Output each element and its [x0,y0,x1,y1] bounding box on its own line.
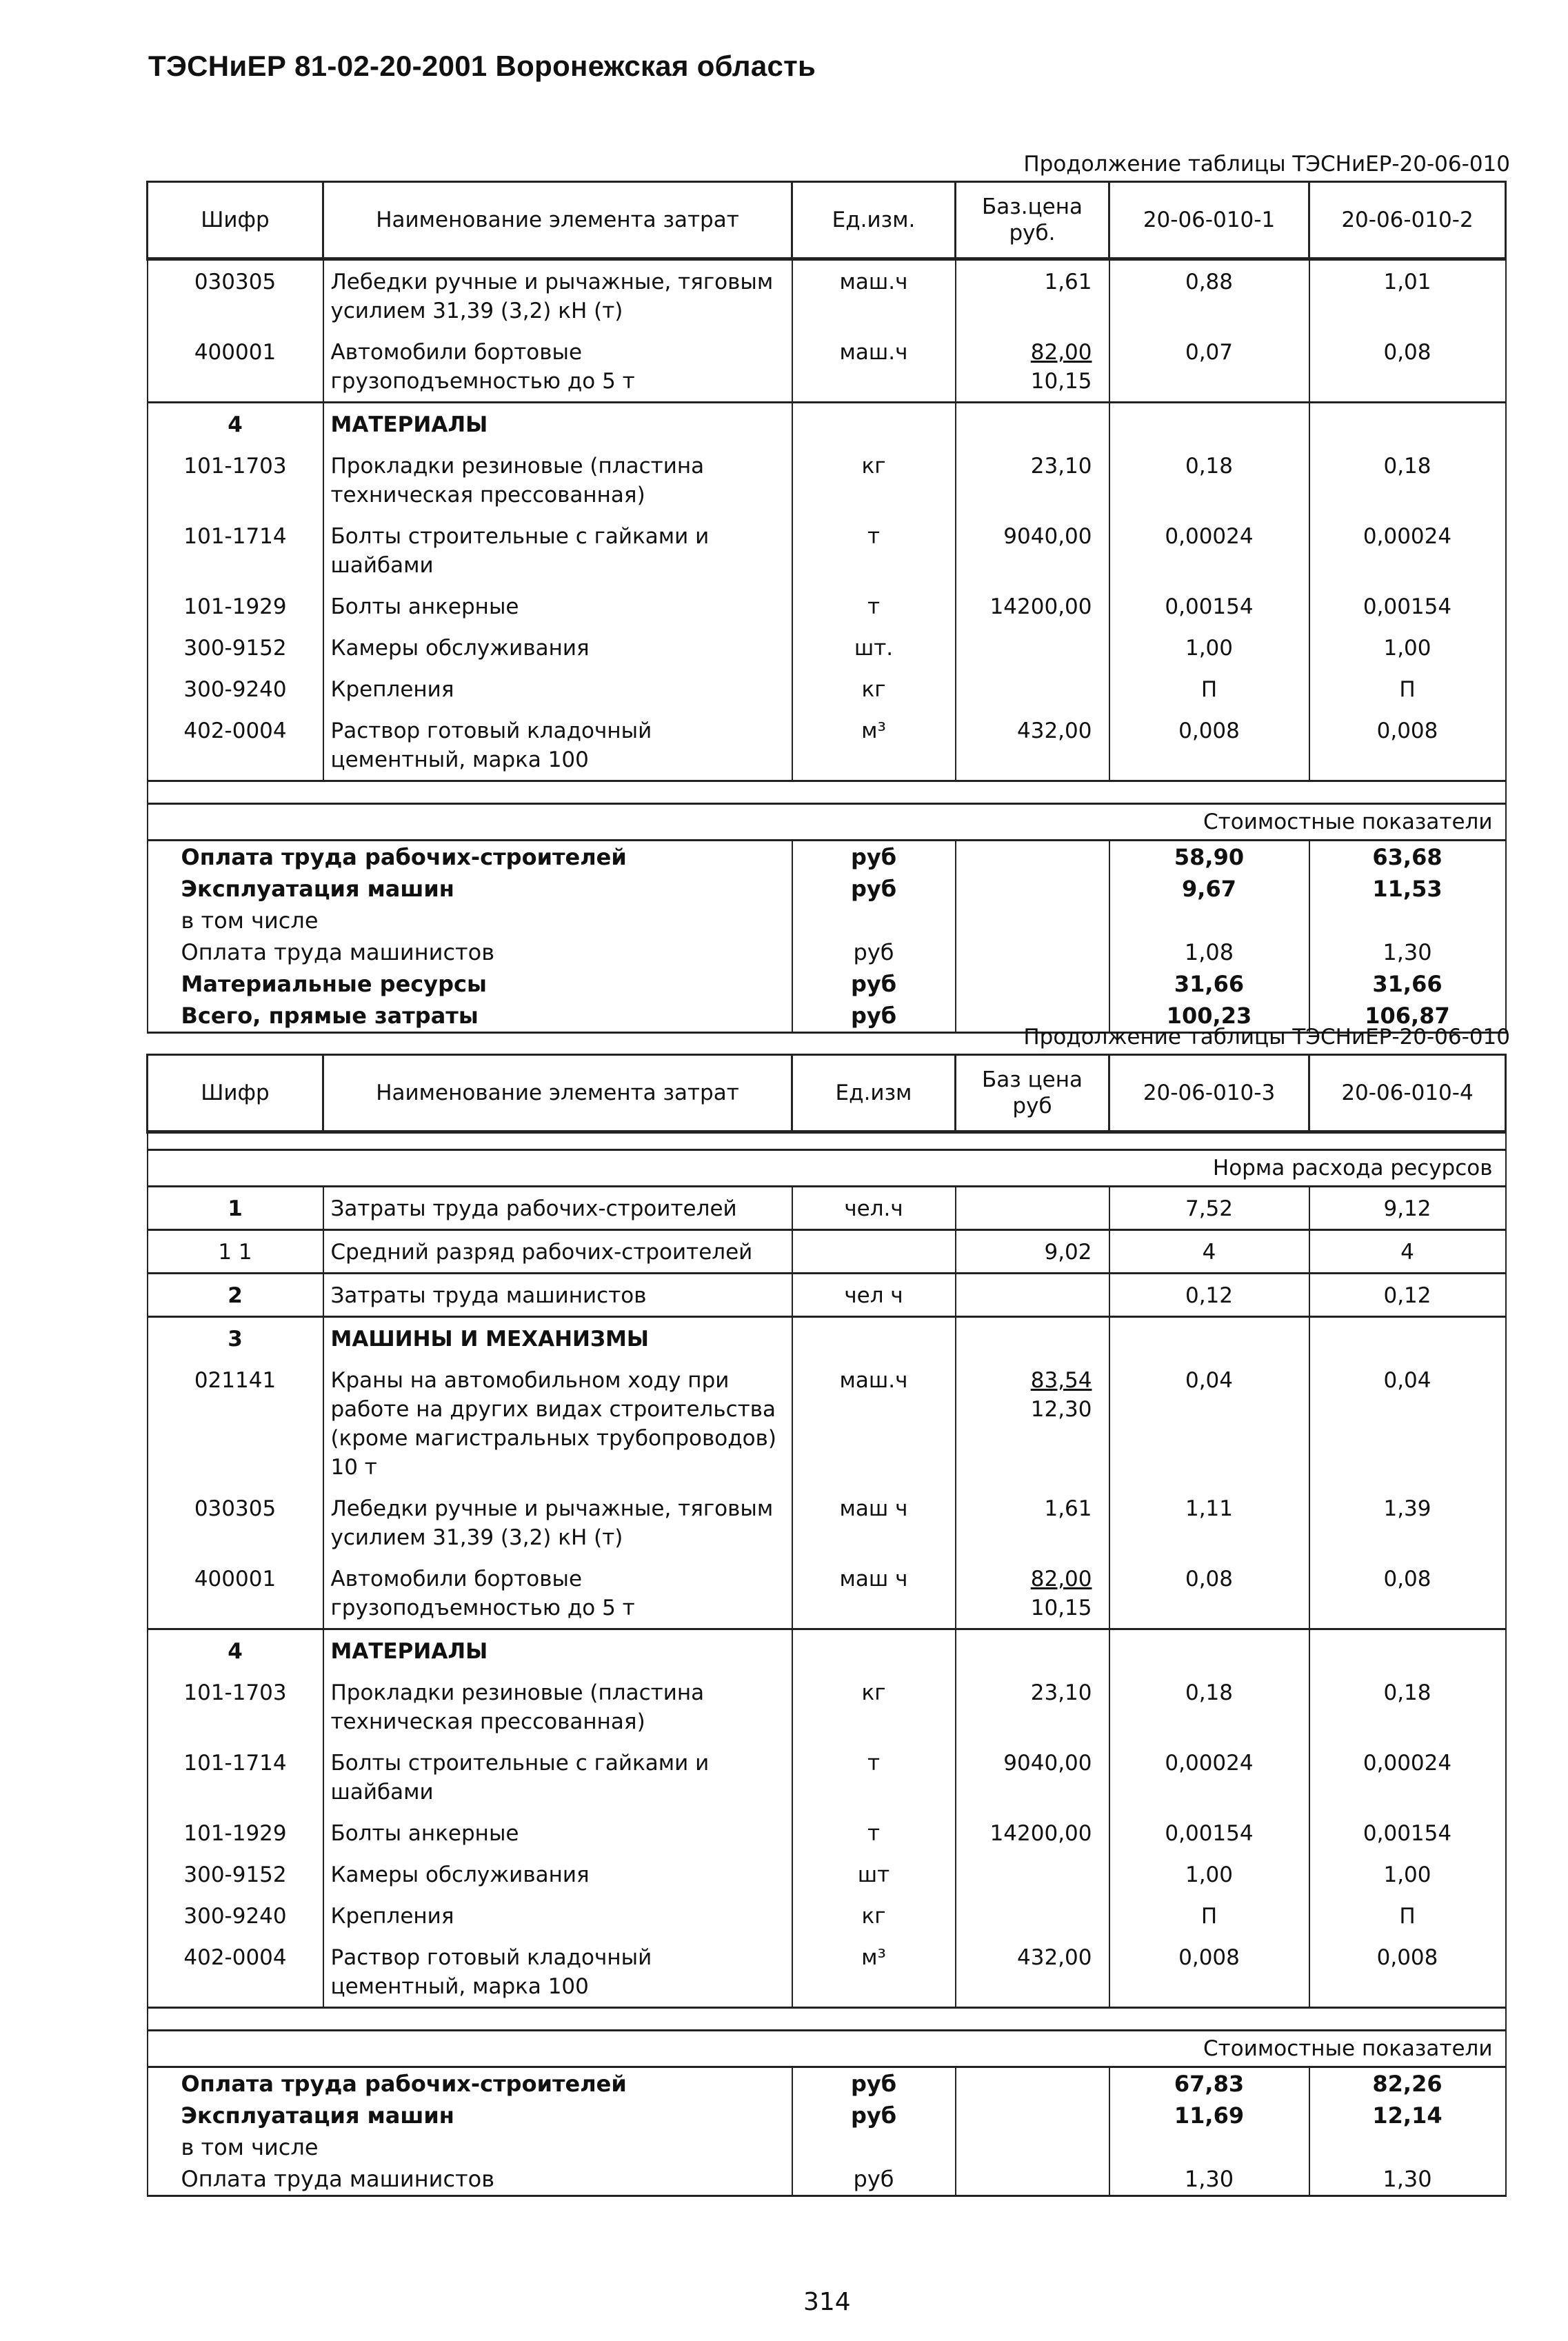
item-value-b: 4 [1309,1230,1506,1274]
item-code: 400001 [148,331,323,403]
item-value-b: 0,00024 [1309,515,1506,585]
cost-value-a: 31,66 [1109,968,1309,1000]
item-value-a: 0,00154 [1109,1812,1309,1853]
empty-cell [956,2100,1109,2131]
item-code: 030305 [148,1487,323,1558]
cost-value-b: 82,26 [1309,2067,1506,2100]
empty-cell [956,1317,1109,1360]
item-value-b: 0,00154 [1309,1812,1506,1853]
empty-cell [956,873,1109,905]
cost-value-b: 12,14 [1309,2100,1506,2131]
item-code: 402-0004 [148,1936,323,2008]
item-unit: маш.ч [792,259,956,332]
item-price-labor: 10,15 [1030,369,1092,394]
item-value-a: 7,52 [1109,1187,1309,1230]
item-unit: т [792,515,956,585]
item-name: Болты анкерные [323,585,792,627]
item-value-a: 0,00154 [1109,585,1309,627]
item-unit: маш ч [792,1558,956,1629]
cost-value-a: 1,08 [1109,936,1309,968]
col-price-header: Баз цена руб [956,1055,1109,1132]
section-row [148,403,1506,445]
table-row [148,1742,1506,1812]
section-row [148,1629,1506,1672]
col-price-header: Баз.цена руб. [956,182,1109,259]
cost-row [148,841,1506,874]
table-row [148,1487,1506,1558]
cost-unit: руб [792,841,956,874]
item-value-a: 0,00024 [1109,515,1309,585]
item-price: 1,61 [956,259,1109,332]
item-name: Болты строительные с гайками и шайбами [323,515,792,585]
section-title: МАШИНЫ И МЕХАНИЗМЫ [323,1317,792,1360]
section-title: МАТЕРИАЛЫ [323,1629,792,1672]
item-price: 9,02 [956,1230,1109,1274]
item-value-a: 0,88 [1109,259,1309,332]
item-unit: кг [792,445,956,515]
item-name: Раствор готовый кладочный цементный, марка 100 [323,1936,792,2008]
item-name: Прокладки резиновые (пластина техническая прессованная) [323,1671,792,1742]
item-price: 23,10 [956,1671,1109,1742]
item-value-b: 0,18 [1309,1671,1506,1742]
col-b-header: 20-06-010-2 [1309,182,1506,259]
item-value-b: 1,01 [1309,259,1506,332]
item-price: 432,00 [956,710,1109,781]
item-unit: кг [792,1671,956,1742]
section-title: МАТЕРИАЛЫ [323,403,792,445]
item-value-a: П [1109,1895,1309,1936]
cost-value-b [1309,2131,1506,2163]
col-name-header: Наименование элемента затрат [323,1055,792,1132]
item-code: 1 1 [148,1230,323,1274]
table-row [148,585,1506,627]
item-value-a: П [1109,668,1309,710]
item-unit: маш.ч [792,331,956,403]
empty-cell [956,2163,1109,2196]
item-value-b: 0,008 [1309,1936,1506,2008]
item-name: Затраты труда машинистов [323,1274,792,1317]
cost-name: Эксплуатация машин [148,2100,792,2131]
item-value-b: П [1309,1895,1506,1936]
cost-unit: руб [792,1000,956,1033]
item-value-a: 1,11 [1109,1487,1309,1558]
table-row [148,259,1506,332]
item-code: 101-1714 [148,515,323,585]
empty-cell [956,905,1109,936]
band-label: Стоимостные показатели [148,804,1506,841]
item-name: Камеры обслуживания [323,1853,792,1895]
cost-value-b [1309,905,1506,936]
item-value-a: 0,04 [1109,1359,1309,1487]
table2-body [148,1055,1506,2196]
cost-row [148,905,1506,936]
item-name: Прокладки резиновые (пластина техническая прессованная) [323,445,792,515]
cost-name: в том числе [148,905,792,936]
band-spacer [148,2008,1506,2031]
item-code: 101-1929 [148,585,323,627]
item-price-value: 82,00 [1030,1567,1092,1591]
cost-name: Материальные ресурсы [148,968,792,1000]
item-price-labor: 12,30 [1030,1397,1092,1422]
table1-continuation: Продолжение таблицы ТЭСНиЕР-20-06-010 [1023,152,1510,177]
table-row [148,1359,1506,1487]
item-name: Краны на автомобильном ходу при работе на других видах строительства (кроме магистральных трубопроводов) 10 т [323,1359,792,1487]
cost-value-b: 11,53 [1309,873,1506,905]
item-price [956,668,1109,710]
cost-name: Оплата труда рабочих-строителей [148,841,792,874]
band-label-row [148,804,1506,841]
cost-name: Оплата труда машинистов [148,2163,792,2196]
item-price [956,1187,1109,1230]
cost-unit: руб [792,936,956,968]
item-unit: маш.ч [792,1359,956,1487]
empty-cell [956,2131,1109,2163]
empty-cell [792,1629,956,1672]
item-price [956,1853,1109,1895]
table2 [146,1054,1507,2197]
band-label: Норма расхода ресурсов [148,1150,1506,1187]
col-unit-header: Ед.изм [792,1055,956,1132]
empty-cell [1309,403,1506,445]
item-code: 2 [148,1274,323,1317]
item-name: Крепления [323,668,792,710]
empty-cell [1109,1629,1309,1672]
cost-value-b: 63,68 [1309,841,1506,874]
item-unit [792,1230,956,1274]
item-value-b: 0,12 [1309,1274,1506,1317]
item-code: 101-1714 [148,1742,323,1812]
cost-value-b: 31,66 [1309,968,1506,1000]
cost-unit: руб [792,2100,956,2131]
item-value-a: 0,00024 [1109,1742,1309,1812]
col-unit-header: Ед.изм. [792,182,956,259]
table1-body [148,182,1506,1033]
page-number: 314 [803,2288,851,2316]
item-value-b: 9,12 [1309,1187,1506,1230]
item-value-b: 0,08 [1309,331,1506,403]
cost-value-a: 9,67 [1109,873,1309,905]
item-name: Болты строительные с гайками и шайбами [323,1742,792,1812]
item-unit: т [792,585,956,627]
item-name: Лебедки ручные и рычажные, тяговым усилием 31,39 (3,2) кН (т) [323,1487,792,1558]
band-label: Стоимостные показатели [148,2031,1506,2067]
item-code: 300-9240 [148,1895,323,1936]
table1-header-row [148,182,1506,259]
table-row [148,331,1506,403]
item-unit: маш ч [792,1487,956,1558]
col-code-header: Шифр [148,182,323,259]
table2-continuation: Продолжение таблицы ТЭСНиЕР-20-06-010 [1023,1025,1510,1049]
band-spacer-cell [148,2008,1506,2031]
item-name: Затраты труда рабочих-строителей [323,1187,792,1230]
cost-name: Оплата труда машинистов [148,936,792,968]
cost-value-a: 1,30 [1109,2163,1309,2196]
table-row [148,1230,1506,1274]
item-unit: кг [792,668,956,710]
item-code: 101-1703 [148,1671,323,1742]
cost-row [148,2131,1506,2163]
band-spacer [148,1132,1506,1150]
empty-cell [956,2067,1109,2100]
empty-cell [792,1317,956,1360]
cost-row [148,873,1506,905]
cost-name: в том числе [148,2131,792,2163]
item-price [956,1895,1109,1936]
cost-name: Оплата труда рабочих-строителей [148,2067,792,2100]
cost-unit [792,2131,956,2163]
item-value-b: 0,18 [1309,445,1506,515]
item-price-value: 83,54 [1030,1368,1092,1393]
item-code: 300-9152 [148,1853,323,1895]
cost-value-b: 106,87 [1309,1000,1506,1033]
cost-unit: руб [792,2163,956,2196]
item-price [956,1558,1109,1629]
item-unit: чел.ч [792,1187,956,1230]
item-unit: м³ [792,710,956,781]
item-value-b: 0,08 [1309,1558,1506,1629]
cost-value-b: 1,30 [1309,2163,1506,2196]
cost-row [148,2067,1506,2100]
item-price [956,1274,1109,1317]
cost-value-a [1109,905,1309,936]
page-header: ТЭСНиЕР 81-02-20-2001 Воронежская область [148,50,816,82]
empty-cell [956,841,1109,874]
table-row [148,668,1506,710]
item-name: Раствор готовый кладочный цементный, марка 100 [323,710,792,781]
item-unit: кг [792,1895,956,1936]
empty-cell [956,968,1109,1000]
item-value-a: 0,18 [1109,445,1309,515]
table-row [148,1274,1506,1317]
item-value-a: 4 [1109,1230,1309,1274]
cost-row [148,2163,1506,2196]
cost-value-a: 100,23 [1109,1000,1309,1033]
section-row [148,1317,1506,1360]
table-row [148,1812,1506,1853]
table2-header-row [148,1055,1506,1132]
empty-cell [1109,1317,1309,1360]
item-value-b: П [1309,668,1506,710]
table-row [148,710,1506,781]
item-value-a: 0,08 [1109,1558,1309,1629]
item-price: 9040,00 [956,1742,1109,1812]
item-value-b: 0,008 [1309,710,1506,781]
item-name: Автомобили бортовые грузоподъемностью до 5 т [323,1558,792,1629]
empty-cell [792,403,956,445]
item-name: Камеры обслуживания [323,627,792,668]
band-spacer-cell [148,781,1506,804]
table-row [148,1187,1506,1230]
band-spacer [148,781,1506,804]
item-unit: чел ч [792,1274,956,1317]
item-price [956,627,1109,668]
cost-unit: руб [792,873,956,905]
band-label-row [148,2031,1506,2067]
empty-cell [1309,1317,1506,1360]
cost-name: Эксплуатация машин [148,873,792,905]
item-value-b: 1,39 [1309,1487,1506,1558]
section-code: 3 [148,1317,323,1360]
item-value-b: 1,00 [1309,1853,1506,1895]
item-code: 030305 [148,259,323,332]
empty-cell [956,936,1109,968]
item-price-value: 82,00 [1030,340,1092,365]
item-value-b: 0,00024 [1309,1742,1506,1812]
empty-cell [956,403,1109,445]
cost-name: Всего, прямые затраты [148,1000,792,1033]
item-unit: т [792,1812,956,1853]
item-code: 300-9240 [148,668,323,710]
item-unit: шт. [792,627,956,668]
section-code: 4 [148,403,323,445]
item-price-labor: 10,15 [1030,1596,1092,1620]
item-code: 101-1703 [148,445,323,515]
col-name-header: Наименование элемента затрат [323,182,792,259]
band-spacer-cell [148,1132,1506,1150]
cost-value-a: 11,69 [1109,2100,1309,2131]
item-code: 1 [148,1187,323,1230]
item-name: Лебедки ручные и рычажные, тяговым усилием 31,39 (3,2) кН (т) [323,259,792,332]
item-price: 14200,00 [956,585,1109,627]
item-value-a: 0,12 [1109,1274,1309,1317]
empty-cell [956,1629,1109,1672]
cost-value-a [1109,2131,1309,2163]
item-code: 402-0004 [148,710,323,781]
item-code: 021141 [148,1359,323,1487]
item-value-a: 0,008 [1109,710,1309,781]
item-value-b: 0,04 [1309,1359,1506,1487]
table-row [148,1895,1506,1936]
table-row [148,445,1506,515]
item-price: 14200,00 [956,1812,1109,1853]
item-code: 400001 [148,1558,323,1629]
item-name: Крепления [323,1895,792,1936]
item-name: Болты анкерные [323,1812,792,1853]
item-code: 300-9152 [148,627,323,668]
table-row [148,1558,1506,1629]
table-row [148,627,1506,668]
cost-row [148,968,1506,1000]
section-code: 4 [148,1629,323,1672]
band-label-row [148,1150,1506,1187]
table1 [146,181,1507,1034]
item-unit: м³ [792,1936,956,2008]
col-b-header: 20-06-010-4 [1309,1055,1506,1132]
item-price [956,1359,1109,1487]
table-row [148,1936,1506,2008]
item-name: Автомобили бортовые грузоподъемностью до 5 т [323,331,792,403]
table-row [148,515,1506,585]
item-value-b: 0,00154 [1309,585,1506,627]
col-code-header: Шифр [148,1055,323,1132]
item-price: 432,00 [956,1936,1109,2008]
item-price: 1,61 [956,1487,1109,1558]
item-unit: т [792,1742,956,1812]
cost-value-a: 67,83 [1109,2067,1309,2100]
empty-cell [1309,1629,1506,1672]
item-value-a: 1,00 [1109,627,1309,668]
col-a-header: 20-06-010-3 [1109,1055,1309,1132]
item-value-a: 0,18 [1109,1671,1309,1742]
item-unit: шт [792,1853,956,1895]
cost-value-a: 58,90 [1109,841,1309,874]
table-row [148,1671,1506,1742]
table-row [148,1853,1506,1895]
cost-row [148,936,1506,968]
cost-row [148,2100,1506,2131]
item-value-a: 1,00 [1109,1853,1309,1895]
item-price [956,331,1109,403]
item-code: 101-1929 [148,1812,323,1853]
cost-value-b: 1,30 [1309,936,1506,968]
item-value-a: 0,07 [1109,331,1309,403]
item-price: 9040,00 [956,515,1109,585]
item-price: 23,10 [956,445,1109,515]
col-a-header: 20-06-010-1 [1109,182,1309,259]
cost-unit: руб [792,968,956,1000]
empty-cell [1109,403,1309,445]
cost-unit [792,905,956,936]
item-value-a: 0,008 [1109,1936,1309,2008]
item-value-b: 1,00 [1309,627,1506,668]
cost-unit: руб [792,2067,956,2100]
item-name: Средний разряд рабочих-строителей [323,1230,792,1274]
